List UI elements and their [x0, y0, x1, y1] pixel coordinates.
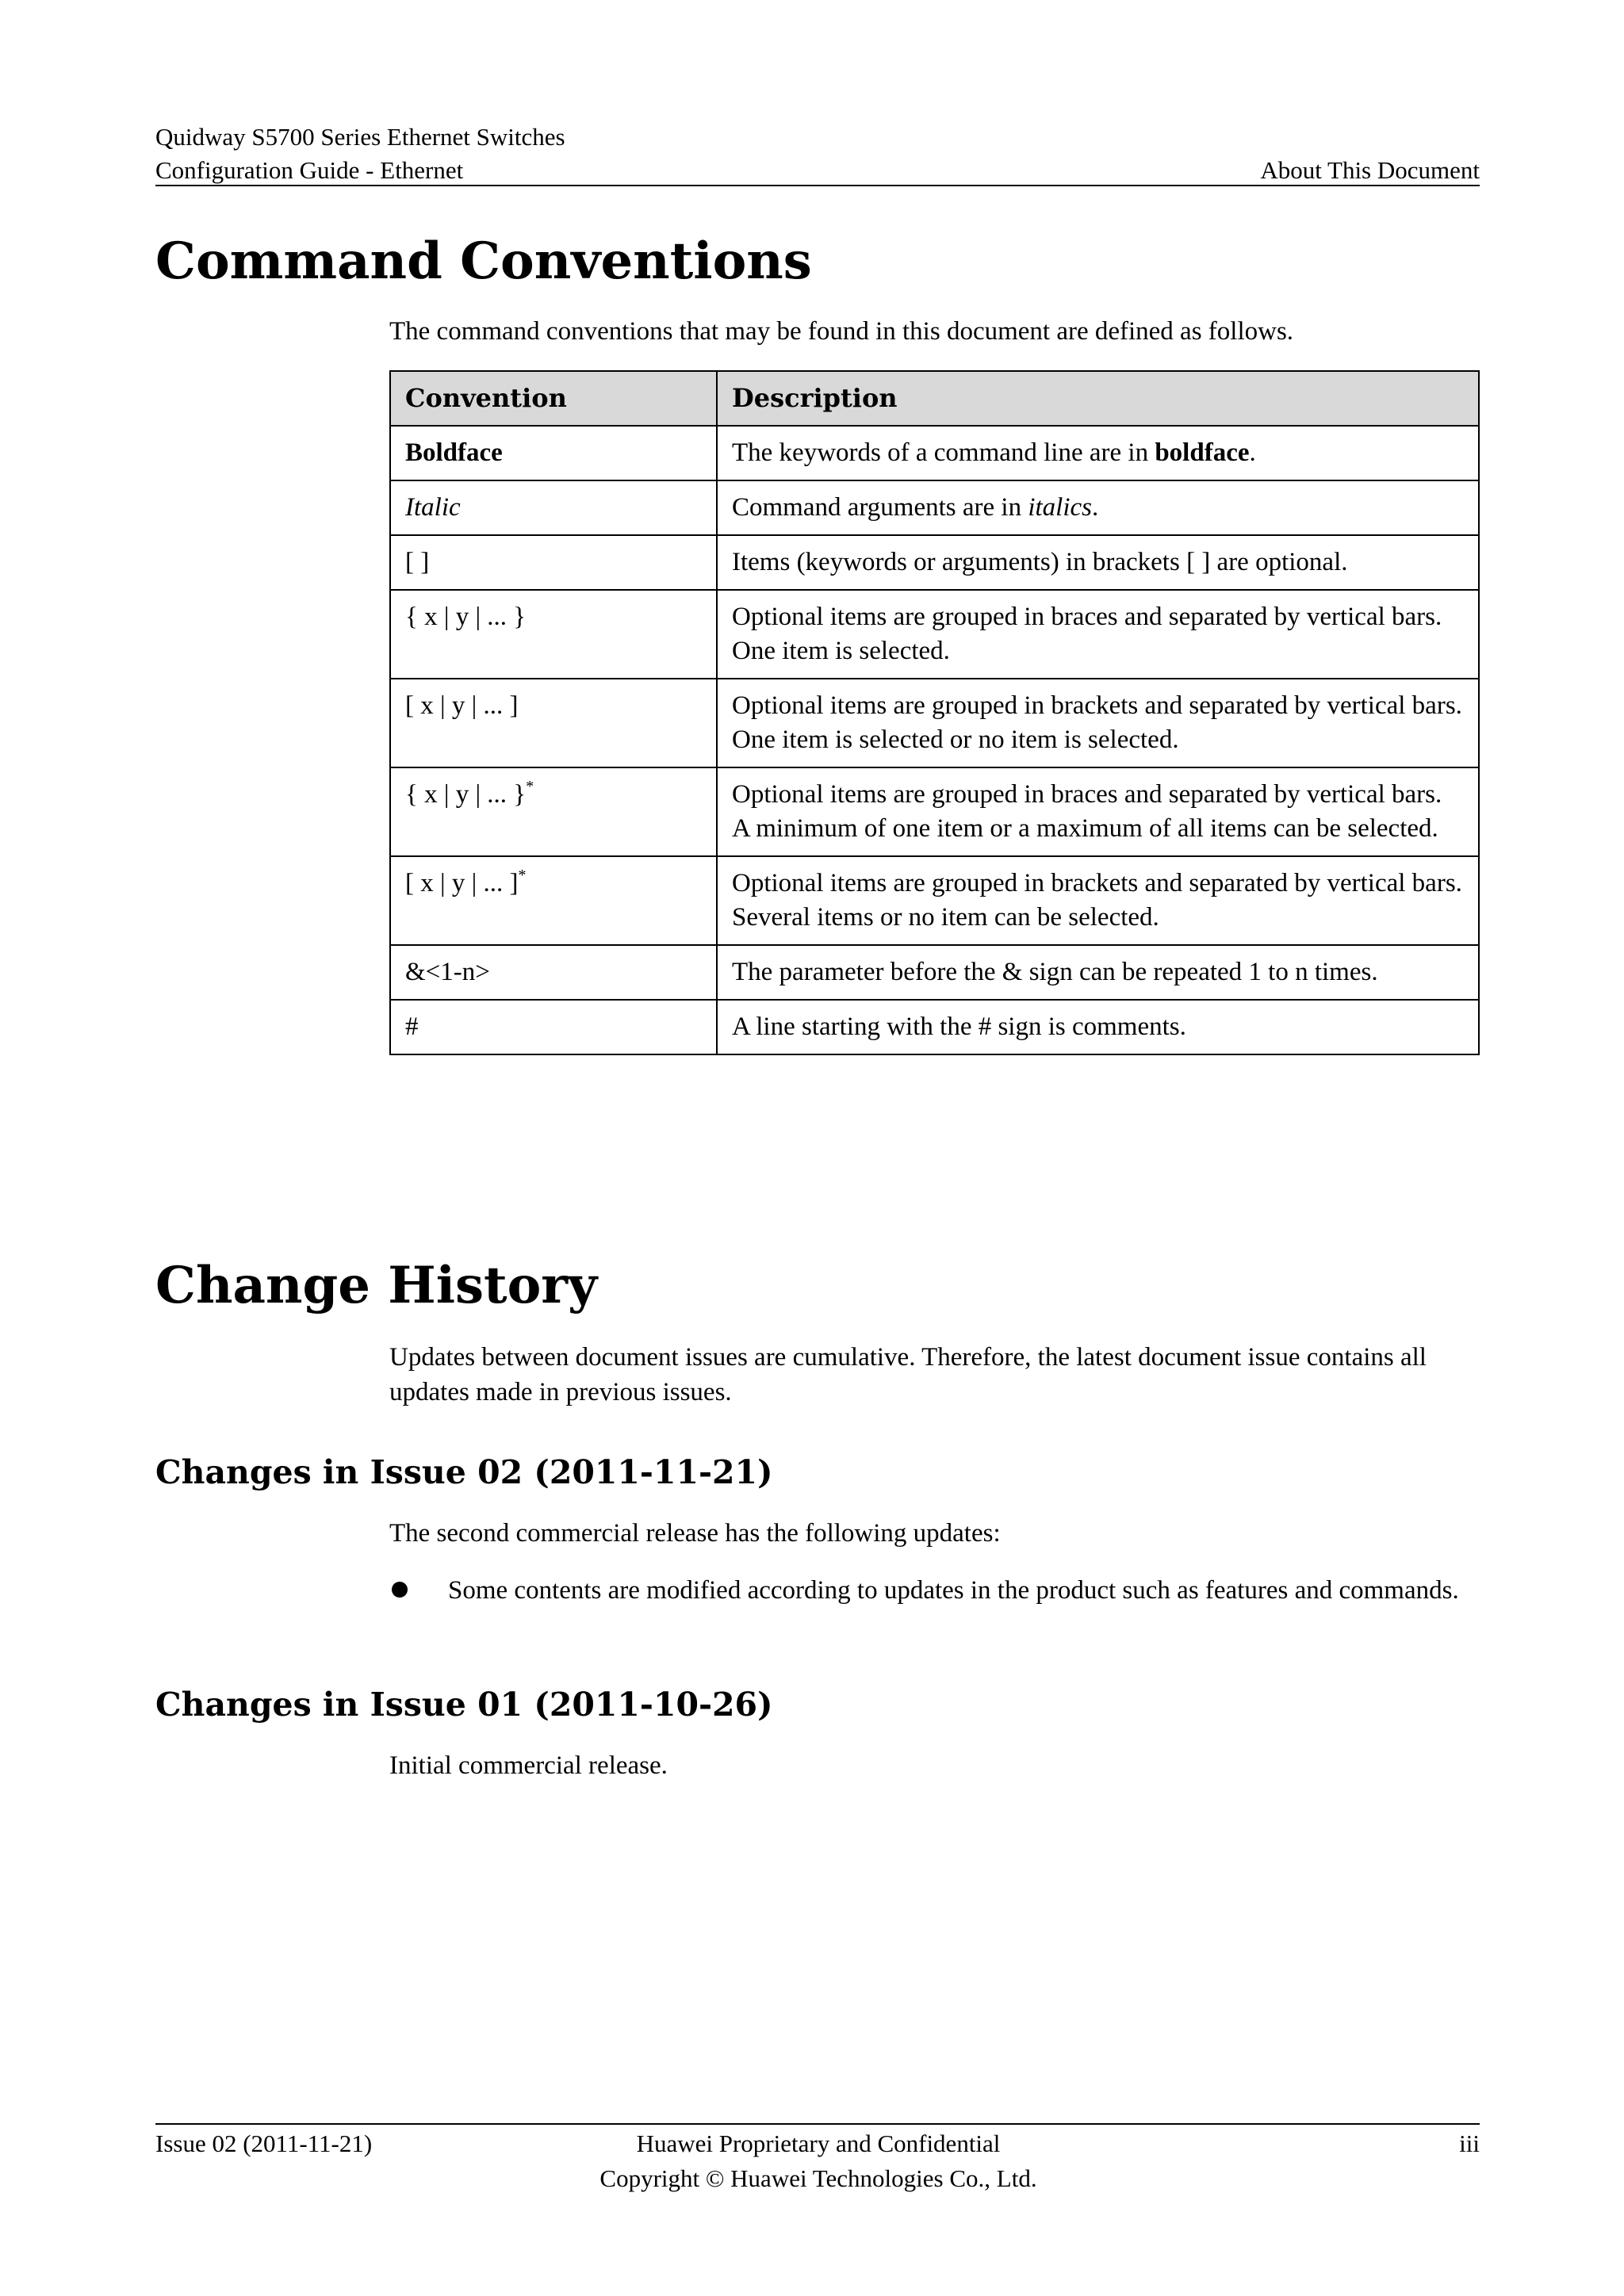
convention-cell: [ ]	[390, 535, 717, 590]
convention-cell: &<1-n>	[390, 945, 717, 1000]
description-cell: The parameter before the & sign can be repeated 1 to n times.	[717, 945, 1479, 1000]
convention-text: [ x | y | ... ]	[405, 869, 519, 897]
bullet-icon	[392, 1582, 408, 1598]
footer-issue: Issue 02 (2011-11-21)	[155, 2130, 373, 2157]
convention-cell	[390, 767, 717, 856]
description-emphasis: boldface	[1155, 438, 1250, 467]
description-end: .	[1091, 493, 1099, 522]
table-header-row	[390, 371, 1479, 426]
description-cell: Items (keywords or arguments) in brackets [ ] are optional.	[717, 535, 1479, 590]
header-rule	[155, 185, 1480, 186]
description-cell: Optional items are grouped in brackets and separated by vertical bars. One item is selected or no item is selected.	[717, 679, 1479, 767]
table-header-convention: Convention	[390, 371, 717, 426]
table-row	[390, 679, 1479, 767]
table-row	[390, 767, 1479, 856]
footer-center	[473, 2126, 1164, 2196]
header-section: About This Document	[1260, 156, 1480, 184]
convention-cell: Italic	[390, 480, 717, 535]
description-cell	[717, 426, 1479, 480]
header-guide: Configuration Guide - Ethernet	[155, 156, 464, 184]
list-item-text: Some contents are modified according to updates in the product such as features and commands.	[448, 1576, 1459, 1605]
table-row	[390, 945, 1479, 1000]
asterisk-superscript: *	[526, 778, 534, 795]
description-cell: Optional items are grouped in brackets and separated by vertical bars. Several items or no item can be selected.	[717, 856, 1479, 945]
convention-cell: #	[390, 1000, 717, 1054]
issue-01-text: Initial commercial release.	[389, 1751, 668, 1780]
conventions-table	[389, 370, 1480, 1055]
convention-cell: [ x | y | ... ]	[390, 679, 717, 767]
description-text: Command arguments are in	[732, 493, 1028, 522]
table-row	[390, 426, 1479, 480]
change-history-intro: Updates between document issues are cumulative. Therefore, the latest document issue contains all updates made in previous issues.	[389, 1343, 1427, 1406]
footer-page-number: iii	[1459, 2130, 1480, 2157]
description-text: The keywords of a command line are in	[732, 438, 1155, 467]
description-cell: Optional items are grouped in braces and separated by vertical bars. A minimum of one item or a maximum of all items can be selected.	[717, 767, 1479, 856]
header-line-2	[155, 154, 1480, 187]
header-product: Quidway S5700 Series Ethernet Switches	[155, 123, 565, 151]
table-row	[390, 480, 1479, 535]
table-row	[390, 535, 1479, 590]
command-conventions-title: Command Conventions	[155, 232, 812, 291]
footer-copyright: Copyright © Huawei Technologies Co., Ltd.	[599, 2164, 1037, 2192]
change-history-title: Change History	[155, 1256, 598, 1315]
convention-cell: Boldface	[390, 426, 717, 480]
description-end: .	[1249, 438, 1256, 467]
convention-cell: { x | y | ... }	[390, 590, 717, 679]
issue-02-title: Changes in Issue 02 (2011-11-21)	[155, 1453, 773, 1491]
description-cell	[717, 480, 1479, 535]
asterisk-superscript: *	[518, 867, 527, 884]
footer-rule	[155, 2123, 1480, 2125]
issue-02-text: The second commercial release has the following updates:	[389, 1519, 1001, 1548]
command-conventions-intro: The command conventions that may be found in this document are defined as follows.	[389, 317, 1294, 346]
description-cell: A line starting with the # sign is comments.	[717, 1000, 1479, 1054]
table-row	[390, 1000, 1479, 1054]
description-emphasis: italics	[1028, 493, 1092, 522]
description-cell: Optional items are grouped in braces and separated by vertical bars. One item is selected.	[717, 590, 1479, 679]
table-row	[390, 590, 1479, 679]
footer-confidential: Huawei Proprietary and Confidential	[636, 2130, 1001, 2157]
table-header-description: Description	[717, 371, 1479, 426]
table-row	[390, 856, 1479, 945]
convention-cell	[390, 856, 717, 945]
issue-01-title: Changes in Issue 01 (2011-10-26)	[155, 1686, 773, 1724]
convention-text: { x | y | ... }	[405, 780, 527, 809]
